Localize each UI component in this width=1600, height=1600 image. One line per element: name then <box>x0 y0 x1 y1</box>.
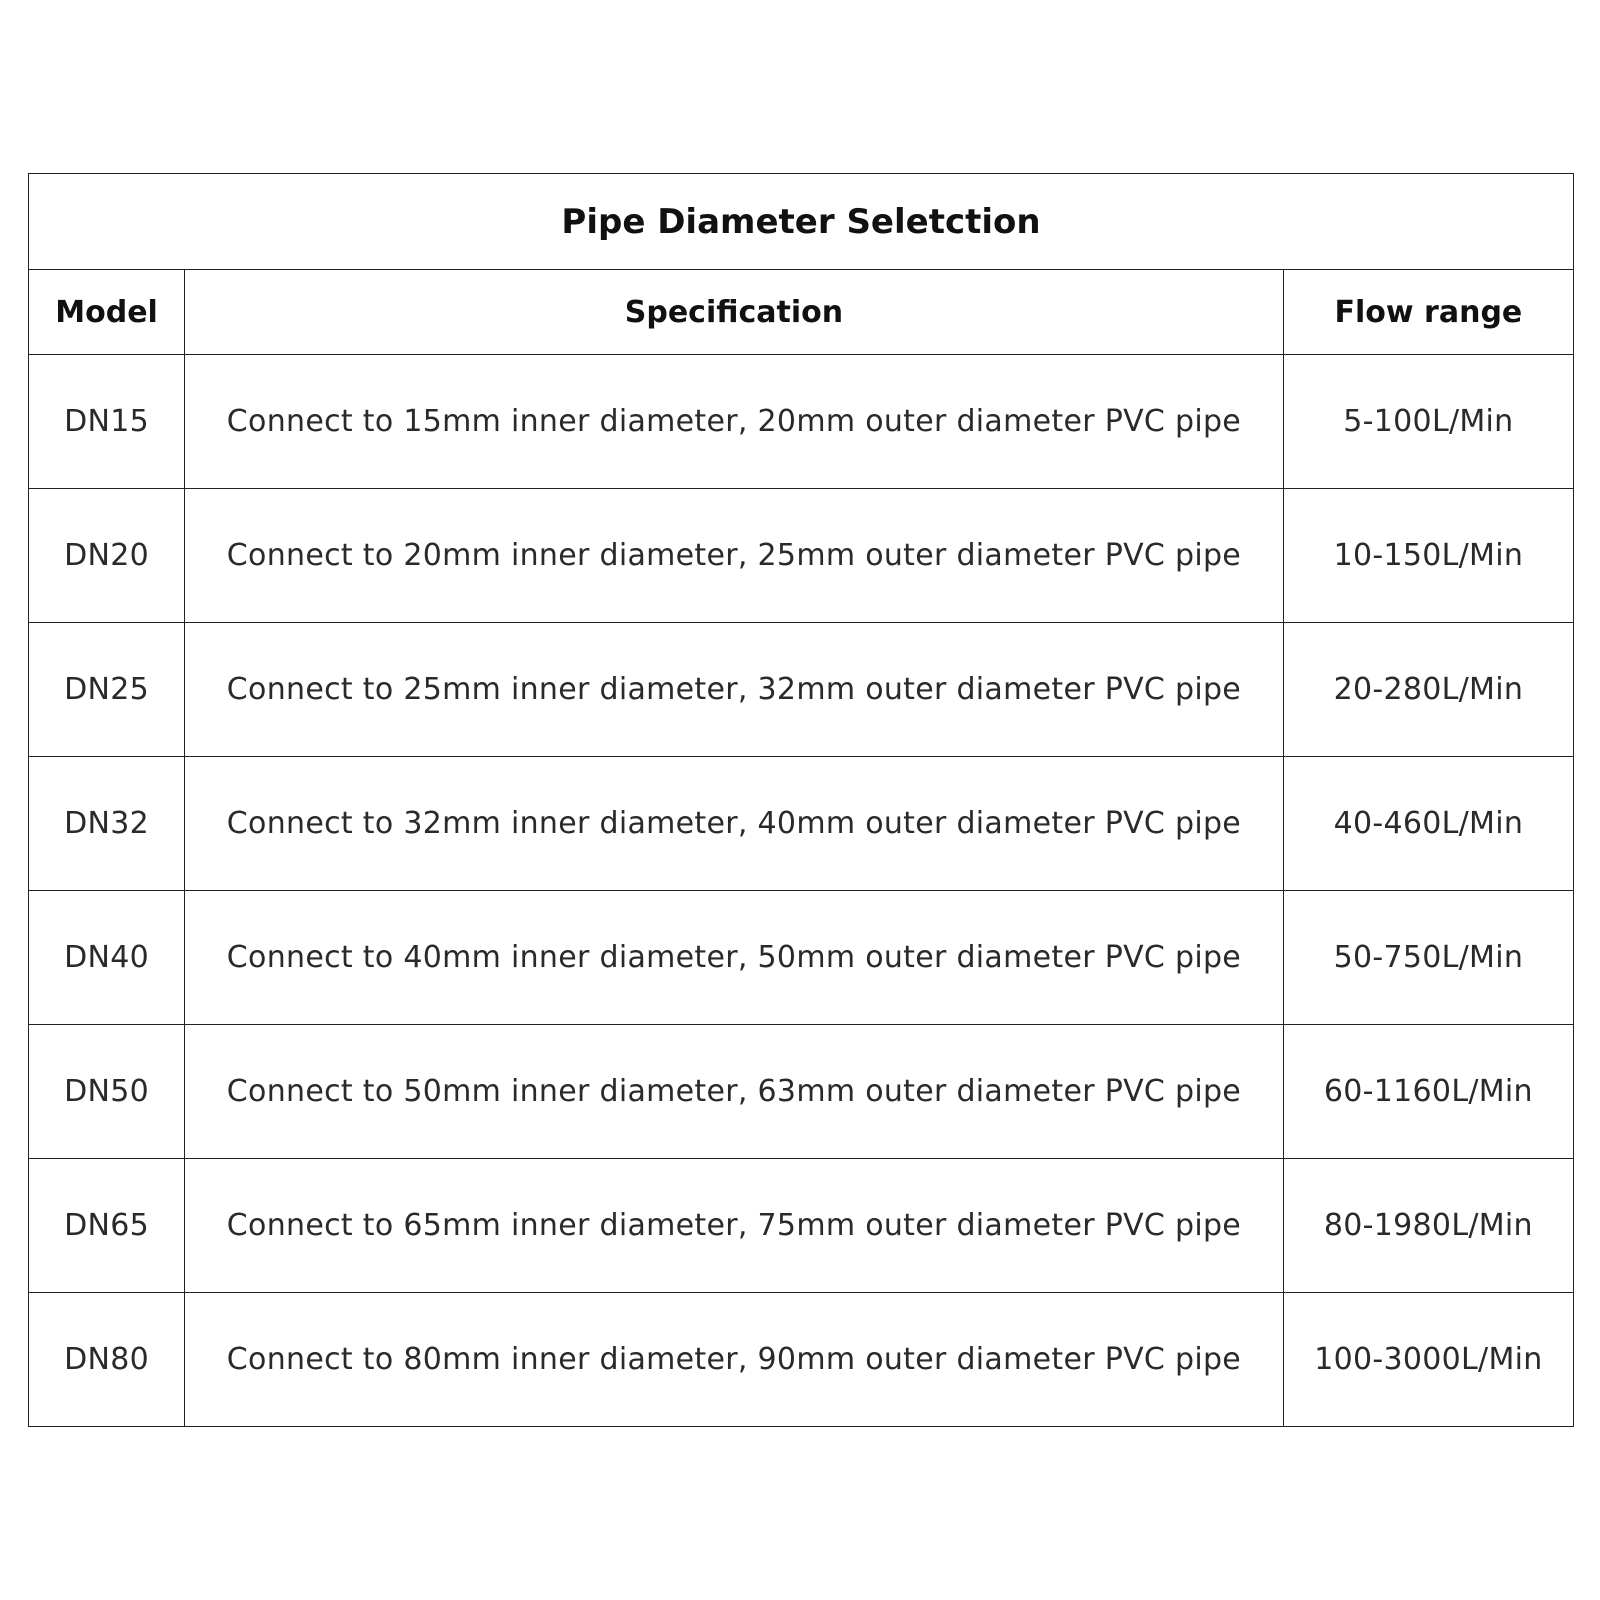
table-header-row <box>29 270 1574 355</box>
cell-flow-range: 10-150L/Min <box>1283 489 1573 623</box>
table-row <box>29 489 1574 623</box>
cell-flow-range: 80-1980L/Min <box>1283 1159 1573 1293</box>
table-row <box>29 1293 1574 1427</box>
cell-model: DN32 <box>29 757 185 891</box>
cell-specification: Connect to 32mm inner diameter, 40mm outer diameter PVC pipe <box>185 757 1284 891</box>
cell-specification: Connect to 40mm inner diameter, 50mm outer diameter PVC pipe <box>185 891 1284 1025</box>
cell-flow-range: 40-460L/Min <box>1283 757 1573 891</box>
cell-flow-range: 5-100L/Min <box>1283 355 1573 489</box>
cell-model: DN25 <box>29 623 185 757</box>
cell-flow-range: 100-3000L/Min <box>1283 1293 1573 1427</box>
cell-model: DN80 <box>29 1293 185 1427</box>
cell-specification: Connect to 50mm inner diameter, 63mm outer diameter PVC pipe <box>185 1025 1284 1159</box>
table-row <box>29 623 1574 757</box>
header-specification: Specification <box>185 270 1284 355</box>
table-title: Pipe Diameter Seletction <box>29 174 1574 270</box>
cell-specification: Connect to 20mm inner diameter, 25mm outer diameter PVC pipe <box>185 489 1284 623</box>
table-row <box>29 757 1574 891</box>
table-row <box>29 1159 1574 1293</box>
cell-specification: Connect to 15mm inner diameter, 20mm outer diameter PVC pipe <box>185 355 1284 489</box>
table-row <box>29 1025 1574 1159</box>
cell-model: DN20 <box>29 489 185 623</box>
cell-flow-range: 60-1160L/Min <box>1283 1025 1573 1159</box>
pipe-diameter-table <box>28 173 1574 1427</box>
cell-flow-range: 20-280L/Min <box>1283 623 1573 757</box>
cell-specification: Connect to 65mm inner diameter, 75mm outer diameter PVC pipe <box>185 1159 1284 1293</box>
cell-model: DN40 <box>29 891 185 1025</box>
cell-model: DN15 <box>29 355 185 489</box>
header-flow-range: Flow range <box>1283 270 1573 355</box>
header-model: Model <box>29 270 185 355</box>
table-title-row <box>29 174 1574 270</box>
table-row <box>29 891 1574 1025</box>
cell-model: DN65 <box>29 1159 185 1293</box>
cell-flow-range: 50-750L/Min <box>1283 891 1573 1025</box>
table-row <box>29 355 1574 489</box>
cell-specification: Connect to 80mm inner diameter, 90mm outer diameter PVC pipe <box>185 1293 1284 1427</box>
cell-model: DN50 <box>29 1025 185 1159</box>
cell-specification: Connect to 25mm inner diameter, 32mm outer diameter PVC pipe <box>185 623 1284 757</box>
